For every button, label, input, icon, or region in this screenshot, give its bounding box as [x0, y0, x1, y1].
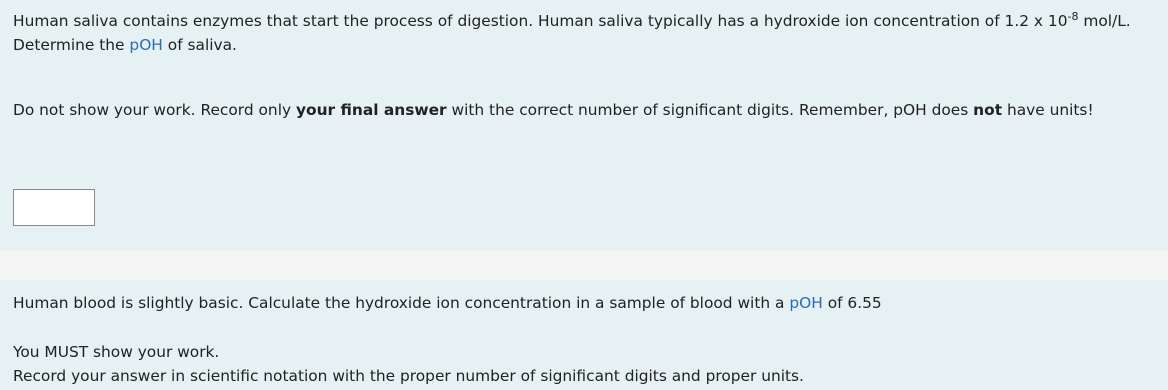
- question-1-exponent: -8: [1067, 10, 1079, 23]
- question-2-block: [0, 280, 1168, 390]
- question-1-text-b: mol/L. Determine the: [13, 12, 1131, 54]
- question-2-text-a: Human blood is slightly basic. Calculate the hydroxide ion concentration in a sample of blood with a: [13, 294, 790, 312]
- poh-link-2[interactable]: pOH: [789, 294, 823, 312]
- question-separator: [0, 251, 1168, 280]
- instructions-text-c: have units!: [1002, 101, 1094, 119]
- question-1-text-a: Human saliva contains enzymes that start the process of digestion. Human saliva typically has a hydroxide ion concentration of 1.2 x 10: [13, 12, 1068, 30]
- record-instructions-text: Record your answer in scientific notation with the proper number of significant digits and proper units.: [13, 367, 804, 385]
- question-1-text-c: of saliva.: [162, 36, 237, 54]
- question-1-instructions: [13, 98, 1138, 122]
- question-1-prompt: [13, 9, 1138, 57]
- poh-link[interactable]: pOH: [129, 36, 163, 54]
- instructions-bold-not: not: [973, 101, 1003, 119]
- question-2-prompt: [13, 291, 1138, 315]
- instructions-text-a: Do not show your work. Record only: [13, 101, 296, 119]
- instructions-bold-final-answer: your final answer: [295, 101, 447, 119]
- question-2-text-b: of 6.55: [822, 294, 882, 312]
- must-show-work-text: You MUST show your work.: [13, 343, 220, 361]
- answer-input[interactable]: [13, 189, 95, 226]
- instructions-text-b: with the correct number of significant digits. Remember, pOH does: [446, 101, 974, 119]
